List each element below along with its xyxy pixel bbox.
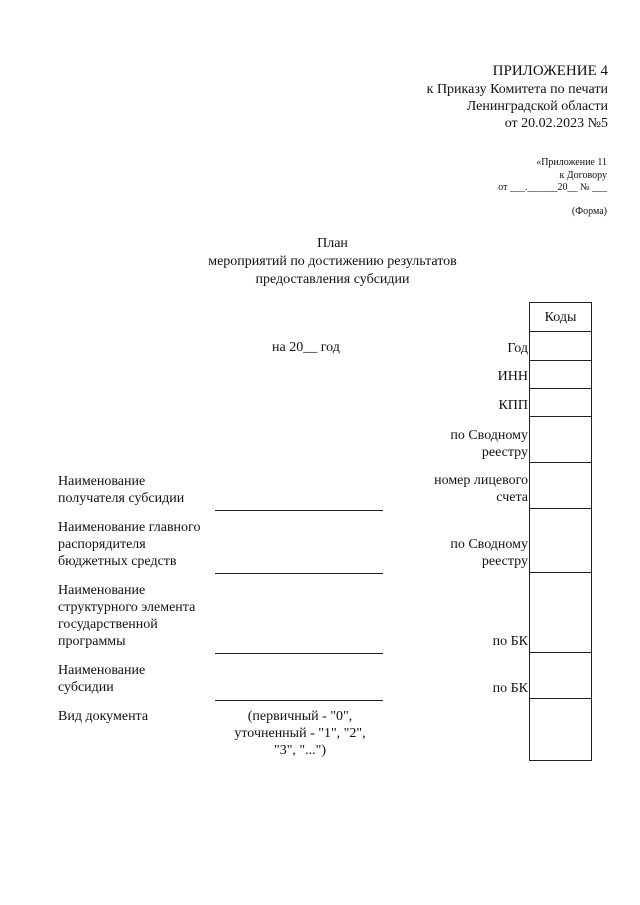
- codes-row-line: [530, 360, 591, 361]
- program-element-line[interactable]: [215, 653, 383, 654]
- doc-type-hint-1: (первичный - "0",: [247, 709, 353, 724]
- contract-appendix: «Приложение 11: [536, 157, 607, 168]
- label-bk-2: по БК: [492, 681, 528, 696]
- codes-row-line: [530, 416, 591, 417]
- appendix-number: ПРИЛОЖЕНИЕ 4: [492, 63, 608, 79]
- label-budget-manager: Наименование главного распорядителя бюджетных средств: [58, 520, 201, 569]
- form-label: (Форма): [571, 206, 607, 217]
- label-svod-reestr-1a: по Сводному: [450, 428, 528, 443]
- document-title: План: [317, 236, 348, 251]
- codes-row-line: [530, 302, 591, 303]
- label-account-b: счета: [496, 490, 528, 505]
- codes-row-line: [530, 331, 591, 332]
- label-bk-1: по БК: [492, 634, 528, 649]
- contract-reference: к Договору: [559, 170, 607, 181]
- label-svod-reestr-1b: реестру: [481, 445, 528, 460]
- codes-row-line: [530, 572, 591, 573]
- label-svod-reestr-2b: реестру: [481, 554, 528, 569]
- label-year: Год: [507, 341, 528, 356]
- label-subsidy-name: Наименование субсидии: [58, 663, 146, 695]
- recipient-name-line[interactable]: [215, 510, 383, 511]
- label-document-type: Вид документа: [58, 709, 149, 724]
- doc-type-hint-2: уточненный - "1", "2",: [234, 726, 366, 741]
- contract-date: от ___.______20__ № ___: [498, 182, 607, 193]
- order-date: от 20.02.2023 №5: [504, 116, 608, 131]
- order-reference: к Приказу Комитета по печати: [426, 82, 608, 97]
- document-subtitle-1: мероприятий по достижению результатов: [208, 254, 457, 269]
- label-svod-reestr-2a: по Сводному: [450, 537, 528, 552]
- document-subtitle-2: предоставления субсидии: [255, 272, 410, 287]
- region-name: Ленинградской области: [466, 99, 608, 114]
- subsidy-name-line[interactable]: [215, 700, 383, 701]
- codes-table: [529, 302, 592, 761]
- label-recipient-name: Наименование получателя субсидии: [58, 474, 185, 506]
- codes-row-line: [530, 462, 591, 463]
- budget-manager-line[interactable]: [215, 573, 383, 574]
- codes-row-line: [530, 508, 591, 509]
- doc-type-hint-3: "3", "..."): [273, 743, 327, 758]
- codes-row-line: [530, 652, 591, 653]
- codes-row-line: [530, 760, 591, 761]
- codes-row-line: [530, 698, 591, 699]
- plan-year: на 20__ год: [272, 340, 340, 355]
- label-kpp: КПП: [498, 398, 528, 413]
- codes-row-line: [530, 388, 591, 389]
- label-inn: ИНН: [497, 369, 528, 384]
- label-program-element: Наименование структурного элемента государственной программы: [58, 583, 196, 649]
- label-account-a: номер лицевого: [434, 473, 528, 488]
- codes-header: Коды: [544, 310, 577, 325]
